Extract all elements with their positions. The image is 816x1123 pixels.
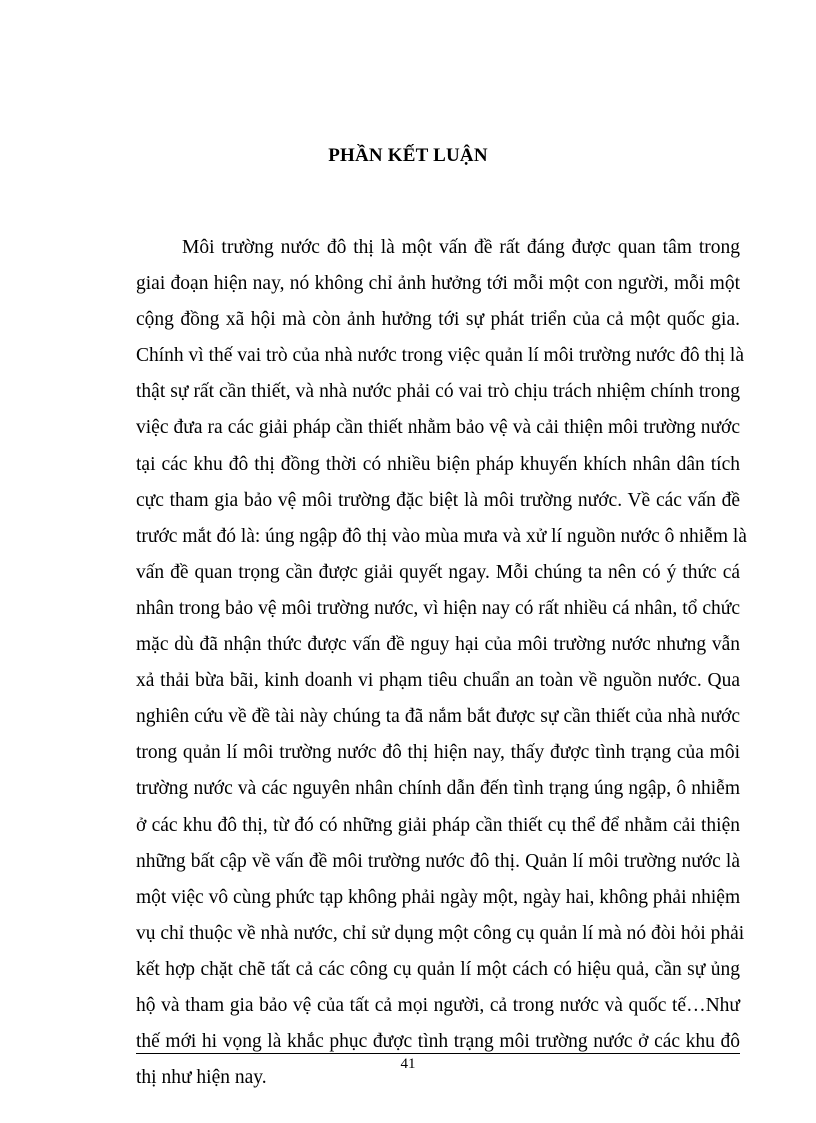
paragraph-line: giai đoạn hiện nay, nó không chỉ ảnh hưởng tới mỗi một con người, mỗi một [136, 273, 740, 295]
paragraph-line: thật sự rất cần thiết, và nhà nước phải có vai trò chịu trách nhiệm chính trong [136, 381, 740, 403]
paragraph-line: hộ và tham gia bảo vệ của tất cả mọi người, cả trong nước và quốc tế…Như [136, 994, 740, 1016]
conclusion-paragraph [136, 230, 747, 1096]
paragraph-line: xả thải bừa bãi, kinh doanh vi phạm tiêu chuẩn an toàn về nguồn nước. Qua [136, 670, 740, 692]
paragraph-line: vụ chỉ thuộc về nhà nước, chỉ sử dụng một công cụ quản lí mà nó đòi hỏi phải [136, 922, 745, 944]
paragraph-line: thế mới hi vọng là khắc phục được tình trạng môi trường nước ở các khu đô [136, 1031, 740, 1053]
paragraph-line: Chính vì thế vai trò của nhà nước trong việc quản lí môi trường nước đô thị là [136, 345, 744, 367]
paragraph-line: cộng đồng xã hội mà còn ảnh hưởng tới sự phát triển của cả một quốc gia. [136, 309, 740, 331]
paragraph-line: nhân trong bảo vệ môi trường nước, vì hiện nay có rất nhiều cá nhân, tổ chức [136, 597, 740, 619]
paragraph-line: trước mắt đó là: úng ngập đô thị vào mùa mưa và xử lí nguồn nước ô nhiễm là [136, 525, 747, 547]
page-title: PHẦN KẾT LUẬN [328, 145, 488, 166]
paragraph-line: một việc vô cùng phức tạp không phải ngày một, ngày hai, không phải nhiệm [136, 886, 741, 908]
paragraph-line: tại các khu đô thị đồng thời có nhiều biện pháp khuyến khích nhân dân tích [136, 453, 740, 475]
paragraph-line: trong quản lí môi trường nước đô thị hiện nay, thấy được tình trạng của môi [136, 742, 740, 764]
paragraph-line: cực tham gia bảo vệ môi trường đặc biệt là môi trường nước. Về các vấn đề [136, 489, 740, 511]
paragraph-line: kết hợp chặt chẽ tất cả các công cụ quản lí một cách có hiệu quả, cần sự ủng [136, 958, 740, 980]
paragraph-line: vấn đề quan trọng cần được giải quyết ngay. Mỗi chúng ta nên có ý thức cá [136, 561, 740, 583]
paragraph-line: những bất cập về vấn đề môi trường nước đô thị. Quản lí môi trường nước là [136, 850, 740, 872]
paragraph-line: việc đưa ra các giải pháp cần thiết nhằm bảo vệ và cải thiện môi trường nước [136, 417, 740, 439]
paragraph-line: thị như hiện nay. [136, 1067, 267, 1089]
page-number: 41 [400, 1056, 416, 1072]
paragraph-line: nghiên cứu về đề tài này chúng ta đã nắm bắt được sự cần thiết của nhà nước [136, 706, 740, 728]
paragraph-line: ở các khu đô thị, từ đó có những giải pháp cần thiết cụ thể để nhằm cải thiện [136, 814, 740, 836]
paragraph-line: trường nước và các nguyên nhân chính dẫn đến tình trạng úng ngập, ô nhiễm [136, 778, 740, 800]
paragraph-line: mặc dù đã nhận thức được vấn đề nguy hại của môi trường nước nhưng vẫn [136, 634, 740, 656]
footer-divider [136, 1053, 740, 1054]
paragraph-line: Môi trường nước đô thị là một vấn đề rất đáng được quan tâm trong [182, 237, 740, 258]
